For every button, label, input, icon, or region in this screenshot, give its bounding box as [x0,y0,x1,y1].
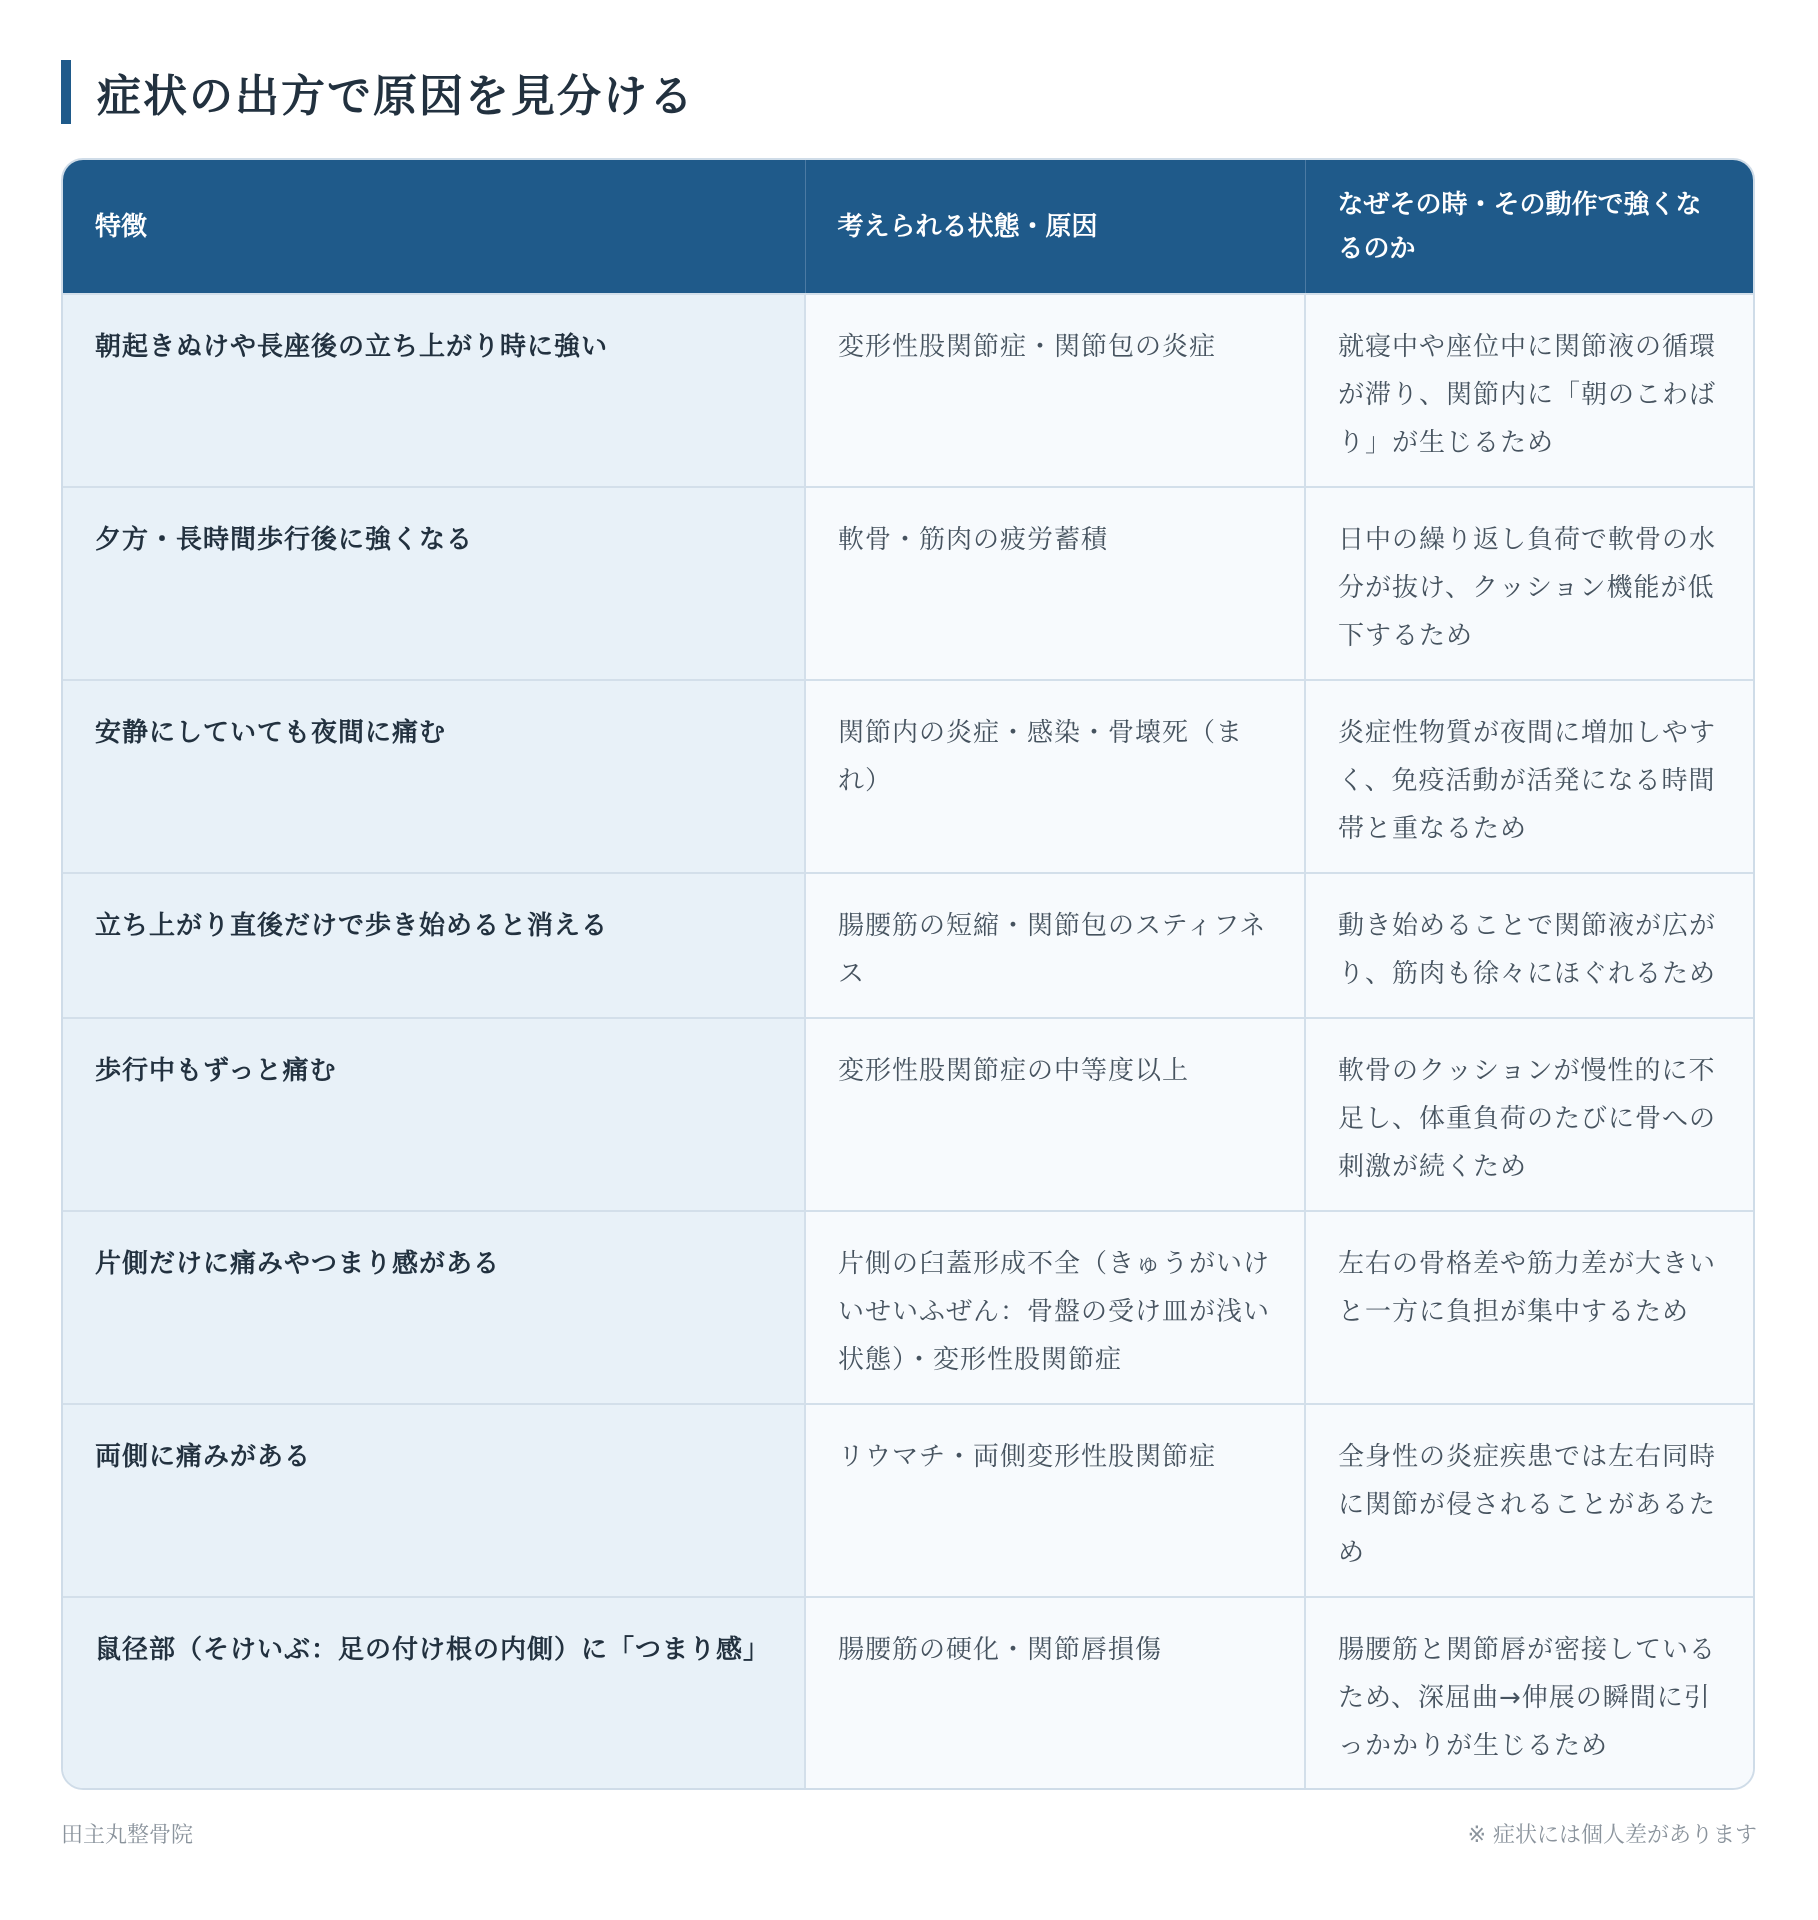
table-row [63,1211,1755,1404]
reason-cell: 左右の骨格差や筋力差が大きいと一方に負担が集中するため [1305,1211,1755,1404]
feature-cell: 立ち上がり直後だけで歩き始めると消える [63,873,805,1018]
cause-cell: リウマチ・両側変形性股関節症 [805,1404,1305,1597]
feature-cell: 両側に痛みがある [63,1404,805,1597]
reason-cell: 炎症性物質が夜間に増加しやすく、免疫活動が活発になる時間帯と重なるため [1305,680,1755,873]
cause-cell: 腸腰筋の短縮・関節包のスティフネス [805,873,1305,1018]
header-cause: 考えられる状態・原因 [805,160,1305,294]
cause-cell: 変形性股関節症の中等度以上 [805,1018,1305,1211]
reason-cell: 腸腰筋と関節唇が密接しているため、深屈曲→伸展の瞬間に引っかかりが生じるため [1305,1597,1755,1790]
feature-cell: 朝起きぬけや長座後の立ち上がり時に強い [63,294,805,487]
feature-cell: 夕方・長時間歩行後に強くなる [63,487,805,680]
table-row [63,1404,1755,1597]
reason-cell: 全身性の炎症疾患では左右同時に関節が侵されることがあるため [1305,1404,1755,1597]
table-row [63,873,1755,1018]
footer-note: ※ 症状には個人差があります [1467,1823,1757,1848]
header-feature: 特徴 [63,160,805,294]
page-title [61,60,695,124]
page-title-text: 症状の出方で原因を見分ける [97,71,695,122]
header-reason: なぜその時・その動作で強くなるのか [1305,160,1755,294]
table-row [63,294,1755,487]
table-row [63,680,1755,873]
reason-cell: 日中の繰り返し負荷で軟骨の水分が抜け、クッション機能が低下するため [1305,487,1755,680]
feature-cell: 歩行中もずっと痛む [63,1018,805,1211]
table-header-row [63,160,1755,294]
reason-cell: 軟骨のクッションが慢性的に不足し、体重負荷のたびに骨への刺激が続くため [1305,1018,1755,1211]
cause-cell: 軟骨・筋肉の疲労蓄積 [805,487,1305,680]
feature-cell: 鼠径部（そけいぶ：足の付け根の内側）に「つまり感」 [63,1597,805,1790]
cause-cell: 変形性股関節症・関節包の炎症 [805,294,1305,487]
cause-cell: 片側の臼蓋形成不全（きゅうがいけいせいふぜん：骨盤の受け皿が浅い状態）・変形性股関節症 [805,1211,1305,1404]
cause-cell: 関節内の炎症・感染・骨壊死（まれ） [805,680,1305,873]
symptom-table-container [61,158,1755,1790]
title-accent-bar [61,60,71,124]
table-row [63,1597,1755,1790]
feature-cell: 片側だけに痛みやつまり感がある [63,1211,805,1404]
reason-cell: 就寝中や座位中に関節液の循環が滞り、関節内に「朝のこわばり」が生じるため [1305,294,1755,487]
table-row [63,1018,1755,1211]
reason-cell: 動き始めることで関節液が広がり、筋肉も徐々にほぐれるため [1305,873,1755,1018]
feature-cell: 安静にしていても夜間に痛む [63,680,805,873]
symptom-table [63,160,1755,1790]
cause-cell: 腸腰筋の硬化・関節唇損傷 [805,1597,1305,1790]
footer-clinic-name: 田主丸整骨院 [61,1823,194,1848]
table-row [63,487,1755,680]
